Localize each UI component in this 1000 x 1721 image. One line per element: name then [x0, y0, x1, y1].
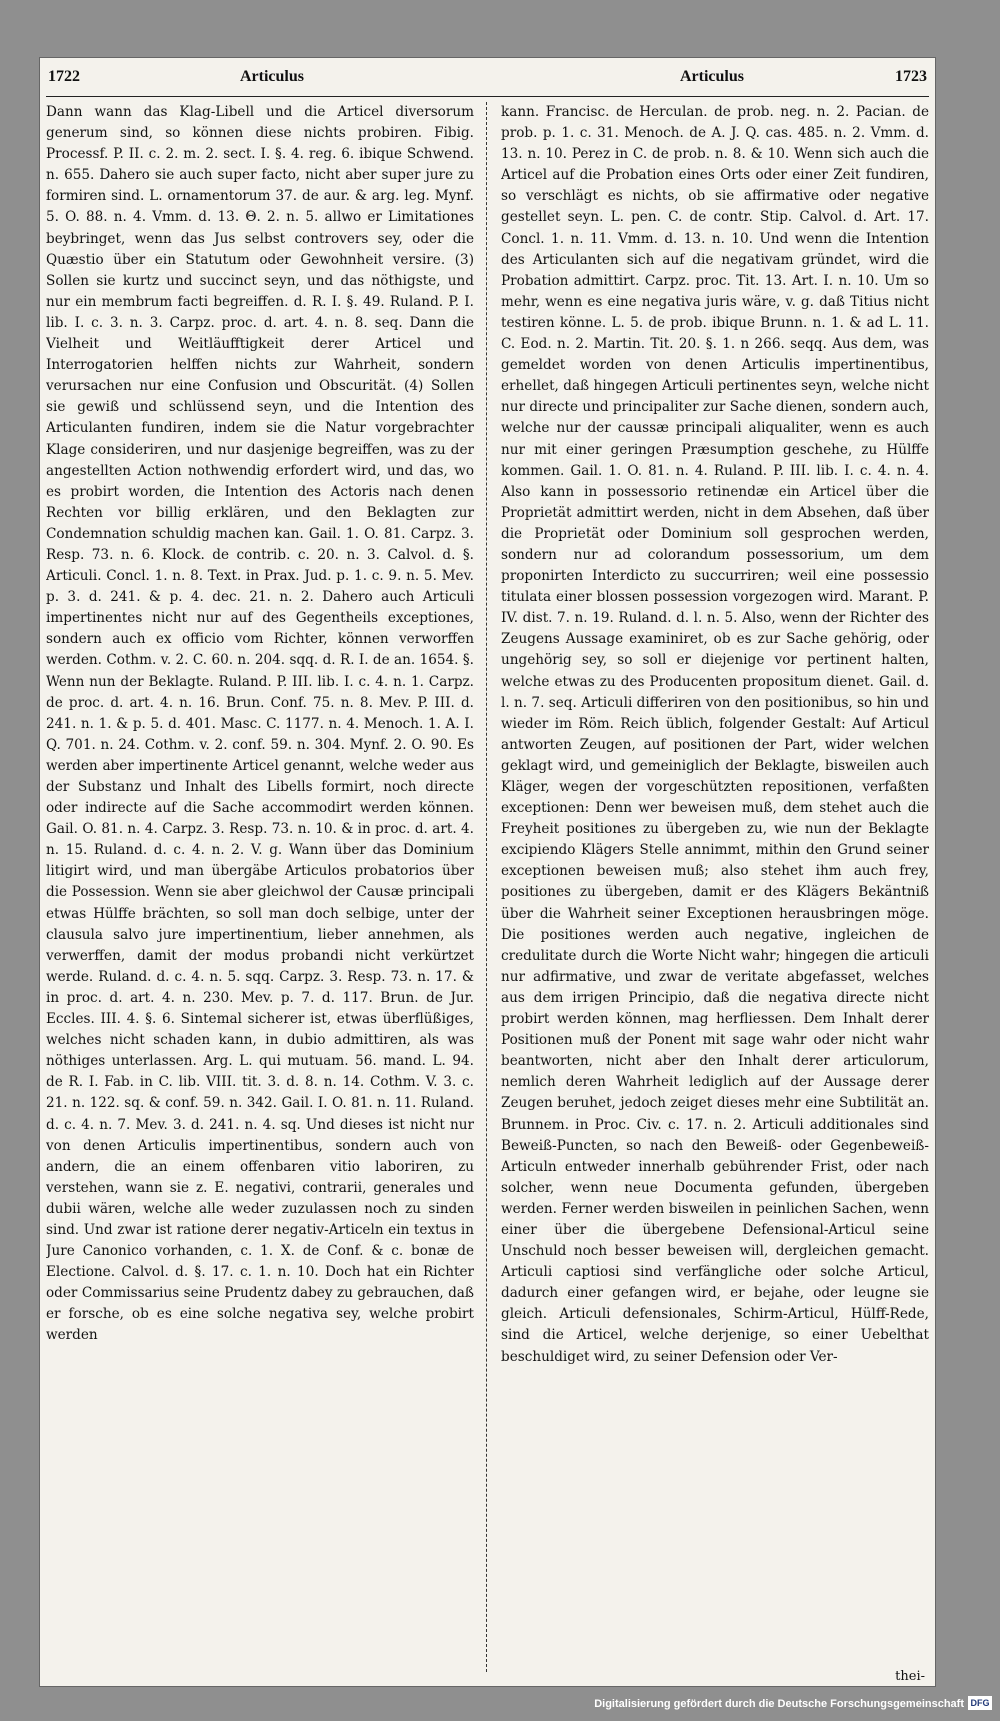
footer-bar [0, 1690, 1000, 1721]
column-divider [486, 102, 487, 1672]
left-column [46, 102, 474, 1672]
catchword: thei- [895, 1669, 925, 1684]
book-page [40, 58, 935, 1686]
right-running-title: Articulus [680, 68, 744, 85]
right-column [501, 102, 929, 1672]
right-column-text: kann. Francisc. de Herculan. de prob. neg. n. 2. Pacian. de prob. p. 1. c. 31. Menoch. de A. J. Q. cas. 485. n. 2. Vmm. d. 13. n. 10. Perez in C. de prob. n. 8. & 10. Wenn sich auch die Articel auf die Probation eines Orts oder einer Zeit fundiren, so verschlägt es nichts, ob sie affirmative oder negative gestellet seyn. L. pen. C. de contr. Stip. Calvol. d. Art. 17. Concl. 1. n. 11. Vmm. d. 13. n. 10. Und wenn die Intention des Articulanten sich auf die negativam gründet, wird die Probation admittirt. Carpz. proc. Tit. 13. Art. I. n. 10. Um so mehr, wenn es eine negativa juris wäre, v. g. daß Titius nicht testiren könne. L. 5. de prob. ibique Brunn. n. 1. & ad L. 11. C. Eod. n. 2. Martin. Tit. 20. §. 1. n 266. seqq. Aus dem, was gemeldet worden von denen Articulis impertinentibus, erhellet, daß hingegen Articuli pertinentes seyn, welche nicht nur directe und principaliter zur Sache dienen, sondern auch, welche nur der caussæ principali aliqualiter, wenn es auch nur mit einer geringen Præsumption geschehe, zu Hülffe kommen. Gail. 1. O. 81. n. 4. Ruland. P. III. lib. I. c. 4. n. 4. Also kann in possessorio retinendæ ein Articel über die Proprietät admittirt werden, nicht in dem Absehen, daß über die Proprietät oder Dominium soll gesprochen werden, sondern nur ad colorandum possessorium, um dem proponirten Interdicto zu succurriren; weil eine possessio titulata einer blossen possession vorgezogen wird. Marant. P. IV. dist. 7. n. 19. Ruland. d. l. n. 5. Also, wenn der Richter des Zeugens Aussage examiniret, ob es zur Sache gehörig, oder ungehörig sey, so soll er diejenige vor pertinent halten, welche etwas zu des Producenten propositum dienet. Gail. d. l. n. 7. seq. Articuli differiren von den positionibus, so hin und wieder im Röm. Reich üblich, folgender Gestalt: Auf Articul antworten Zeugen, auf positionen der Part, wider welchen geklagt wird, und gemeiniglich der Beklagte, bisweilen auch Kläger, wegen der vorgeschützten repositionen, verfaßten exceptionen: Denn wer beweisen muß, dem stehet auch die Freyheit positiones zu übergeben zu, wie nun der Beklagte excipiendo Klägers Stelle annimmt, mithin den Grund seiner exceptionen beweisen muß; also stehet ihm auch frey, positiones zu übergeben, damit er des Klägers Bekäntniß über die Wahrheit seiner Exceptionen herausbringen möge. Die positiones werden auch negative, ingleichen de credulitate durch die Worte Nicht wahr; hingegen die articuli nur adfirmative, und zwar de veritate abgefasset, welches aus dem irrigen Principio, daß die negativa directe nicht probirt werden können, mag herfliessen. Dem Inhalt derer Positionen muß der Ponent mit sage wahr oder nicht wahr beantworten, nicht aber den Inhalt derer articulorum, nemlich deren Wahrheit lediglich auf der Aussage derer Zeugen beruhet, jedoch zeiget dieses mehr eine Subtilität an. Brunnem. in Proc. Civ. c. 17. n. 2. Articuli additionales sind Beweiß-Puncten, so nach den Beweiß- oder Gegenbeweiß-Articuln entweder innerhalb gebührender Frist, oder nach solcher, wenn neue Documenta gefunden, übergeben werden. Ferner werden bisweilen in peinlichen Sachen, wenn einer über die übergebene Defensional-Articul seine Unschuld noch besser beweisen will, dergleichen gemacht. Articuli captiosi sind verfängliche oder solche Articul, dadurch einer gefangen wird, er bejahe, oder leugne sie gleich. Articuli defensionales, Schirm-Articul, Hülff-Rede, sind die Articel, welche derjenige, so einer Uebelthat beschuldiget wird, zu seiner Defension oder Ver- [501, 104, 929, 1365]
left-page-number: 1722 [48, 68, 80, 85]
header-rule [46, 96, 929, 97]
right-page-number: 1723 [895, 68, 927, 85]
left-column-text: Dann wann das Klag-Libell und die Articel diversorum generum sind, so können diese nichts probiren. Fibig. Processf. P. II. c. 2. m. 2. sect. I. §. 4. reg. 6. ibique Schwend. n. 655. Dahero sie auch super facto, nicht aber super jure zu formiren sind. L. ornamentorum 37. de aur. & arg. leg. Mynf. 5. O. 88. n. 4. Vmm. d. 13. Θ. 2. n. 5. allwo er Limitationes beybringet, wenn das Jus selbst controvers sey, oder die Quæstio über ein Statutum oder Gewohnheit versire. (3) Sollen sie kurtz und succinct seyn, und das nöthigste, und nur ein membrum facti begreiffen. d. R. I. §. 49. Ruland. P. I. lib. I. c. 3. n. 3. Carpz. proc. d. art. 4. n. 8. seq. Dann die Vielheit und Weitläufftigkeit derer Articel und Interrogatorien helffen nichts zur Wahrheit, sondern verursachen nur eine Confusion und Obscurität. (4) Sollen sie gewiß und schlüssend seyn, und die Intention des Articulanten fundiren, indem sie die Natur vorgebrachter Klage consideriren, und nur dasjenige begreiffen, was zu der angestellten Action nothwendig erfordert wird, und das, wo es probirt worden, die Intention des Actoris nach denen Rechten vor billig erklären, und den Beklagten zur Condemnation schuldig machen kan. Gail. 1. O. 81. Carpz. 3. Resp. 73. n. 6. Klock. de contrib. c. 20. n. 3. Calvol. d. §. Articuli. Concl. 1. n. 8. Text. in Prax. Jud. p. 1. c. 9. n. 5. Mev. p. 3. d. 241. & p. 4. dec. 21. n. 2. Dahero auch Articuli impertinentes nicht nur auf des Gegentheils exceptiones, sondern auch ex officio vom Richter, können verworffen werden. Cothm. v. 2. C. 60. n. 204. sqq. d. R. I. de an. 1654. §. Wenn nun der Beklagte. Ruland. P. III. lib. I. c. 4. n. 1. Carpz. de proc. d. art. 4. n. 16. Brun. Conf. 75. n. 8. Mev. P. III. d. 241. n. 1. & p. 5. d. 401. Masc. C. 1177. n. 4. Menoch. 1. A. I. Q. 701. n. 24. Cothm. v. 2. conf. 59. n. 304. Mynf. 2. O. 90. Es werden aber impertinente Articel genannt, welche weder aus der Substanz und Inhalt des Libells formirt, noch directe oder indirecte auf die Sache accommodirt werden können. Gail. O. 81. n. 4. Carpz. 3. Resp. 73. n. 10. & in proc. d. art. 4. n. 15. Ruland. d. c. 4. n. 2. V. g. Wann über das Dominium litigirt wird, und man übergäbe Articulos probatorios über die Possession. Wenn sie aber gleichwol der Causæ principali etwas Hülffe brächten, so soll man doch selbige, unter der clausula salvo jure impertinentium, lieber annehmen, als verwerffen, damit der modus probandi nicht verkürtzet werde. Ruland. d. c. 4. n. 5. sqq. Carpz. 3. Resp. 73. n. 17. & in proc. d. art. 4. n. 230. Mev. p. 7. d. 117. Brun. de Jur. Eccles. III. 4. §. 6. Sintemal sicherer ist, etwas überflüßiges, welches nicht schaden kann, in dubio admittiren, als was nöthiges unterlassen. Arg. L. qui mutuam. 56. mand. L. 94. de R. I. Fab. in C. lib. VIII. tit. 3. d. 8. n. 14. Cothm. V. 3. c. 21. n. 122. sq. & conf. 59. n. 342. Gail. I. O. 81. n. 11. Ruland. d. c. 4. n. 7. Mev. 3. d. 241. n. 4. sq. Und dieses ist nicht nur von denen Articulis impertinentibus, sondern auch von andern, die an einem offenbaren vitio laboriren, zu verstehen, wann sie z. E. negativi, contrarii, generales und dubii wären, welche alle weder zuzulassen noch zu sinden sind. Und zwar ist ratione derer negativ-Articeln ein textus in Jure Canonico vorhanden, c. 1. X. de Conf. & c. bonæ de Electione. Calvol. d. §. 17. c. 1. n. 10. Doch hat ein Richter oder Commissarius seine Prudentz dabey zu gebrauchen, daß er forsche, ob es eine solche negativa sey, welche probirt werden [46, 104, 474, 1344]
left-running-title: Articulus [240, 68, 304, 85]
dfg-logo: DFG [968, 1696, 992, 1710]
page-header [40, 58, 935, 98]
funding-note: Digitalisierung gefördert durch die Deutsche Forschungsgemeinschaft [594, 1698, 964, 1710]
